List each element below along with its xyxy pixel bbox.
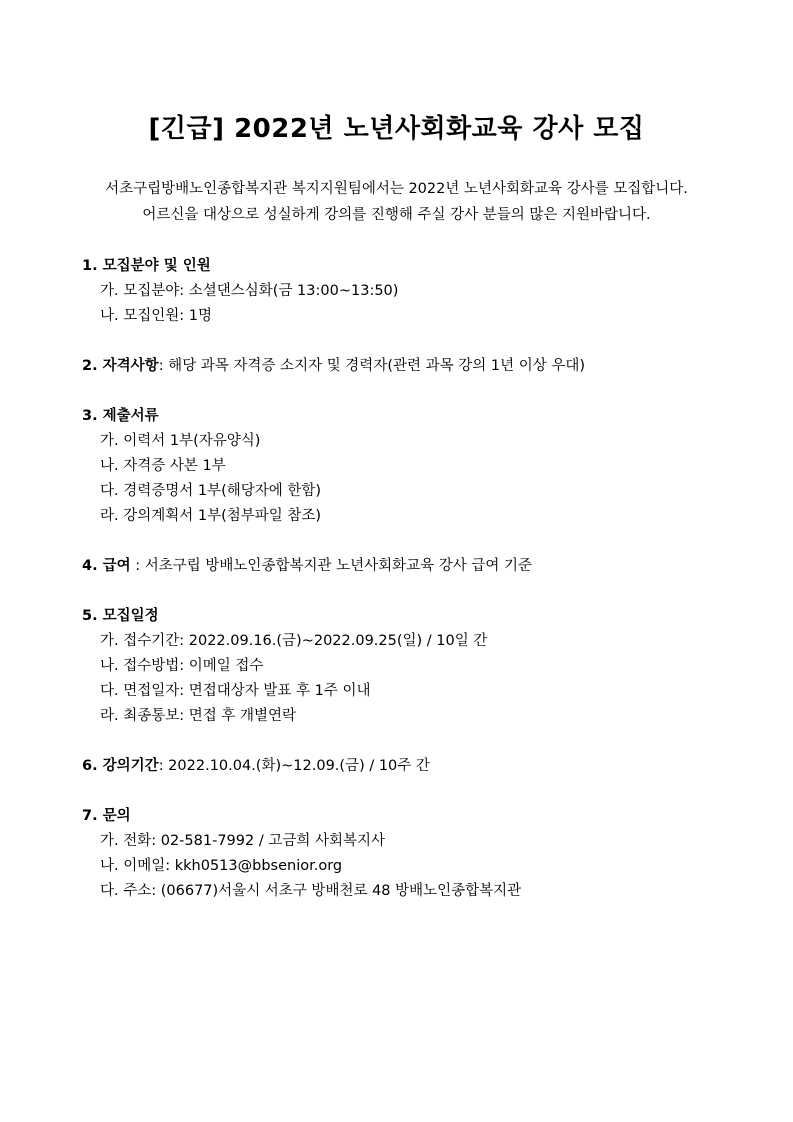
schedule-item: 라. 최종통보: 면접 후 개별연락: [100, 708, 297, 724]
documents-item: 라. 강의계획서 1부(첨부파일 참조): [100, 508, 322, 524]
section-heading-qualification: 2. 자격사항: [82, 358, 159, 374]
documents-item: 나. 자격증 사본 1부: [100, 458, 226, 474]
section-heading-contact: 7. 문의: [82, 808, 131, 824]
schedule-item: 나. 접수방법: 이메일 접수: [100, 658, 264, 674]
document-body: [82, 254, 762, 904]
section-salary: [82, 554, 762, 579]
intro-line-2: 어르신을 대상으로 성실하게 강의를 진행해 주실 강사 분들의 많은 지원바랍니다.: [142, 207, 651, 223]
documents-item: 가. 이력서 1부(자유양식): [100, 433, 261, 449]
section-heading-schedule: 5. 모집일정: [82, 608, 159, 624]
section-period: [82, 754, 762, 779]
intro-line-1: 서초구립방배노인종합복지관 복지지원팀에서는 2022년 노년사회화교육 강사를 모집합니다.: [105, 181, 688, 197]
documents-item: 다. 경력증명서 1부(해당자에 한함): [100, 483, 322, 499]
section-heading-salary: 4. 급여: [82, 558, 131, 574]
document-title: [긴급] 2022년 노년사회화교육 강사 모집: [148, 114, 645, 144]
salary-text: : 서초구립 방배노인종합복지관 노년사회화교육 강사 급여 기준: [130, 558, 533, 574]
section-heading-recruit: 1. 모집분야 및 인원: [82, 258, 211, 274]
schedule-item: 다. 면접일자: 면접대상자 발표 후 1주 이내: [100, 683, 371, 699]
period-text: : 2022.10.04.(화)~12.09.(금) / 10주 간: [158, 758, 430, 774]
contact-email: 나. 이메일: kkh0513@bbsenior.org: [100, 858, 343, 874]
schedule-item: 가. 접수기간: 2022.09.16.(금)~2022.09.25(일) / 10일 간: [100, 633, 488, 649]
contact-address: 다. 주소: (06677)서울시 서초구 방배천로 48 방배노인종합복지관: [100, 883, 522, 899]
intro-paragraph: [0, 176, 793, 228]
section-heading-documents: 3. 제출서류: [82, 408, 159, 424]
contact-phone: 가. 전화: 02-581-7992 / 고금희 사회복지사: [100, 833, 385, 849]
section-qualification: [82, 354, 762, 379]
qualification-text: : 해당 과목 자격증 소지자 및 경력자(관련 과목 강의 1년 이상 우대): [158, 358, 585, 374]
section-heading-period: 6. 강의기간: [82, 758, 159, 774]
recruit-item: 나. 모집인원: 1명: [100, 308, 212, 324]
recruit-item: 가. 모집분야: 소셜댄스심화(금 13:00~13:50): [100, 283, 399, 299]
